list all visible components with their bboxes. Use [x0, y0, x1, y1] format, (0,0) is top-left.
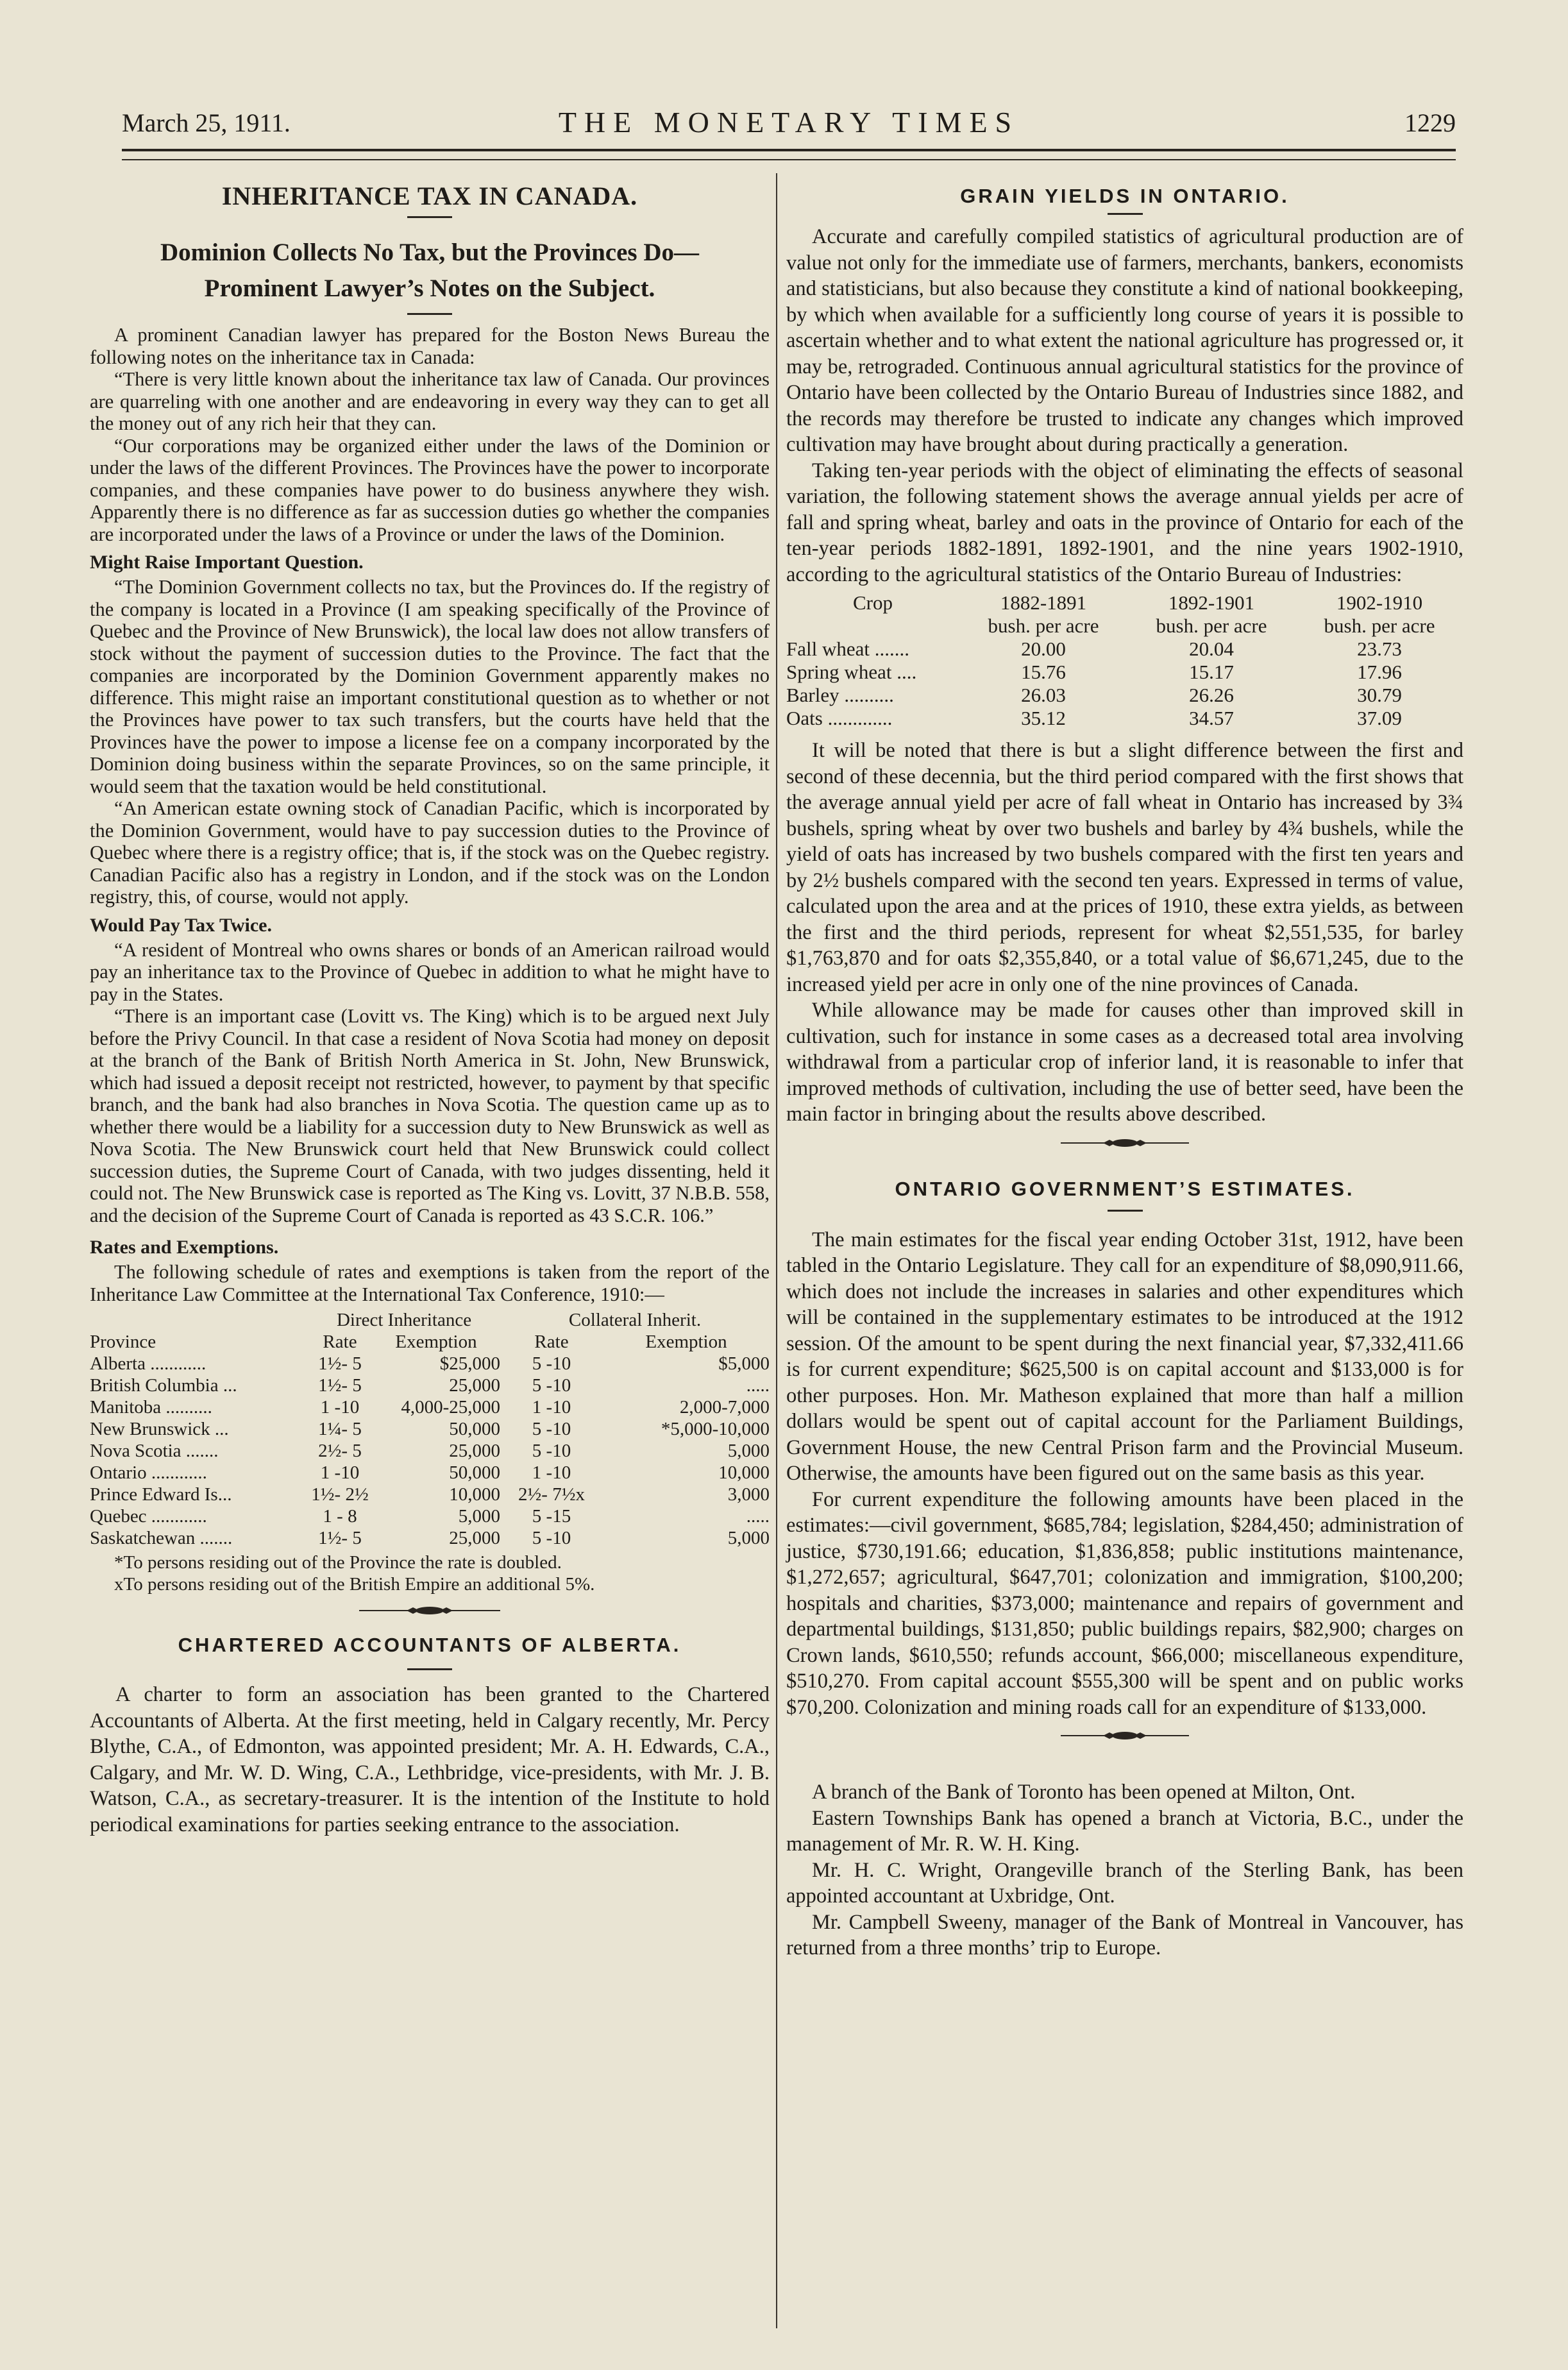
table-cell-crop: Spring wheat ....	[786, 661, 917, 683]
table-cell-rate2: 1 -10	[532, 1397, 571, 1418]
table-unit: bush. per acre	[988, 614, 1099, 637]
paragraph: For current expenditure the following amounts have been placed in the estimates:—civil government, $685,784; legislation, $284,450; administration of justice, $730,191.66; education, $1,836,858; public institutions maintenance, $1,272,657; agricultural, $647,701; colonization and immigration, $100,200; hospitals and charities, $373,000; maintenance and repairs of government and departmental buildings, $131,850; public buildings repairs, $82,900; charges on Crown lands, $610,550; refunds account, $66,000; miscellaneous expenditure, $510,270. From capital account $555,300 will be spent and on public works $70,200. Colonization and mining roads call for an expenditure of $133,000.	[786, 1487, 1463, 1719]
news-item: Mr. Campbell Sweeny, manager of the Bank of Montreal in Vancouver, has returned from a three months’ trip to Europe.	[786, 1910, 1463, 1959]
table-cell-yield: 20.00	[1021, 638, 1066, 660]
table-cell-yield: 23.73	[1357, 638, 1402, 660]
table-row	[90, 1527, 770, 1549]
table-cell-province: British Columbia ...	[90, 1375, 237, 1396]
news-item: A branch of the Bank of Toronto has been opened at Milton, Ont.	[812, 1781, 1356, 1804]
table-cell-exemption: 4,000-25,000	[401, 1397, 500, 1418]
article-title-inheritance: INHERITANCE TAX IN CANADA.	[221, 182, 638, 210]
title-rule	[407, 1668, 452, 1670]
subtitle-rule	[407, 313, 452, 315]
table-row	[90, 1462, 770, 1484]
table-cell-rate2: 5 -10	[532, 1375, 571, 1396]
table-cell-yield: 35.12	[1021, 707, 1066, 729]
paragraph: “Our corporations may be organized either under the laws of the Dominion or under the laws of the different Provinces. The Provinces have the power to incorporate companies, and these companies have power to do business anywhere they wish. Apparently there is no difference as far as succession duties go whether the companies are incorporated under the laws of a Province or under the laws of the Dominion.	[90, 434, 770, 545]
table-header: 1892-1901	[1168, 591, 1255, 614]
paragraph: “There is very little known about the inheritance tax law of Canada. Our provinces are quarreling with one another and are endeavoring in every way they can to get all the money out of any rich heir that they can.	[90, 368, 770, 434]
article-title-estimates: ONTARIO GOVERNMENT’S ESTIMATES.	[895, 1177, 1355, 1200]
article-subtitle-inheritance: Dominion Collects No Tax, but the Provinces Do—Prominent Lawyer’s Notes on the Subject.	[160, 239, 699, 302]
table-cell-rate: 1½- 5	[318, 1353, 362, 1374]
table-header: Crop	[853, 591, 893, 614]
table-cell-exemption2: $5,000	[718, 1353, 770, 1374]
title-rule	[1108, 213, 1143, 215]
grain-yields-table	[786, 591, 1463, 730]
table-row	[90, 1375, 770, 1396]
table-cell-province: Alberta ............	[90, 1353, 207, 1374]
table-cell-province: Saskatchewan .......	[90, 1528, 233, 1548]
table-cell-province: Manitoba ..........	[90, 1397, 212, 1418]
left-column	[90, 172, 770, 1838]
table-cell-exemption: 25,000	[449, 1441, 500, 1461]
table-cell-yield: 30.79	[1357, 684, 1402, 706]
table-cell-yield: 34.57	[1189, 707, 1234, 729]
publication-title: THE MONETARY TIMES	[558, 106, 1020, 139]
news-item: Mr. H. C. Wright, Orangeville branch of the Sterling Bank, has been appointed accountant at Uxbridge, Ont.	[786, 1858, 1463, 1908]
table-cell-rate: 2½- 5	[318, 1441, 362, 1461]
table-row	[90, 1353, 770, 1375]
rates-exemptions-table	[90, 1309, 770, 1549]
table-header: 1902-1910	[1336, 591, 1423, 614]
table-cell-exemption2: .....	[746, 1375, 770, 1396]
table-cell-exemption: 50,000	[449, 1462, 500, 1483]
article-title-grain: GRAIN YIELDS IN ONTARIO.	[960, 185, 1290, 207]
table-header: Rate	[323, 1332, 357, 1352]
section-ornament	[786, 1729, 1463, 1742]
table-cell-rate: 1¼- 5	[318, 1419, 362, 1439]
table-row	[90, 1484, 770, 1505]
table-header: 1882-1891	[1000, 591, 1087, 614]
table-row	[90, 1396, 770, 1418]
table-cell-exemption2: 5,000	[727, 1528, 770, 1548]
table-cell-rate: 1 -10	[320, 1397, 360, 1418]
table-row	[90, 1440, 770, 1462]
section-subhead: Would Pay Tax Twice.	[90, 914, 272, 936]
table-cell-exemption2: 10,000	[718, 1462, 770, 1483]
table-cell-exemption2: 5,000	[727, 1441, 770, 1461]
paragraph: “There is an important case (Lovitt vs. The King) which is to be argued next July before the Privy Council. In that case a resident of Nova Scotia had money on deposit at the branch of the Bank of British North America in St. John, New Brunswick, which had issued a deposit receipt not restricted, however, to payment by that specific branch, and the bank had also branches in Nova Scotia. The question came up as to whether there would be a liability for a succession duty to New Brunswick as well as Nova Scotia. The New Brunswick court held that New Brunswick could collect succession duties, the Supreme Court of Canada, with two judges dissenting, held it could not. The New Brunswick case is reported as The King vs. Lovitt, 37 N.B.B. 558, and the decision of the Supreme Court of Canada is reported as 43 S.C.R. 106.”	[90, 1005, 770, 1226]
table-row	[90, 1505, 770, 1527]
paragraph: A charter to form an association has been granted to the Chartered Accountants of Alberta. At the first meeting, held in Calgary recently, Mr. Percy Blythe, C.A., of Edmonton, was appointed president; Mr. A. H. Edwards, C.A., Calgary, and Mr. W. D. Wing, C.A., Lethbridge, vice-presidents, with Mr. J. B. Watson, C.A., as secretary-treasurer. It is the intention of the Institute to hold periodical examinations for parties seeking entrance to the association.	[90, 1683, 770, 1836]
table-header: Rate	[534, 1332, 569, 1352]
table-unit: bush. per acre	[1324, 614, 1435, 637]
paragraph: “An American estate owning stock of Canadian Pacific, which is incorporated by the Dominion Government, would have to pay succession duties to the Province of Quebec where there is a registry office; that is, if the stock was on the Quebec registry. Canadian Pacific also has a registry in London, and if the stock was on the London registry, this, of course, would not apply.	[90, 797, 770, 908]
table-cell-yield: 15.76	[1021, 661, 1066, 683]
table-cell-yield: 26.26	[1189, 684, 1234, 706]
table-cell-exemption2: 2,000-7,000	[679, 1397, 770, 1418]
section-ornament	[786, 1137, 1463, 1149]
table-cell-crop: Fall wheat .......	[786, 638, 909, 660]
table-cell-rate2: 2½- 7½x	[518, 1484, 585, 1505]
spacer	[786, 1754, 1463, 1779]
table-cell-exemption: 25,000	[449, 1375, 500, 1396]
table-cell-rate: 1½- 2½	[311, 1484, 369, 1505]
table-row	[786, 638, 1463, 661]
title-rule	[1108, 1210, 1143, 1212]
table-header: Exemption	[645, 1332, 727, 1352]
table-row	[786, 707, 1463, 730]
paragraph: While allowance may be made for causes other than improved skill in cultivation, such for instance in some cases as a decreased total area involving withdrawal from a particular crop of inferior land, it is reasonable to infer that improved methods of cultivation, including the use of better seed, have been the main factor in bringing about the results above described.	[786, 999, 1463, 1126]
page-header	[122, 108, 1456, 153]
table-row	[786, 684, 1463, 707]
paragraph: The main estimates for the fiscal year ending October 31st, 1912, have been tabled in the Ontario Legislature. They call for an expenditure of $8,090,911.66, which does not include the increases in salaries and other expenditures which will be contained in the supplementary estimates to be introduced at the 1912 session. Of the amount to be spent during the next financial year, $7,332,411.66 is for current expenditure; $625,500 is on capital account and $133,000 is for other purposes. Hon. Mr. Matheson explained that more than half a million dollars would be spent out of capital account for the Parliament Buildings, Government House, the new Central Prison farm and the Provincial Museum. Otherwise, the amounts have been figured out on the same basis as this year.	[786, 1228, 1463, 1485]
paragraph: “The Dominion Government collects no tax, but the Provinces do. If the registry of the company is located in a Province (I am speaking specifically of the Province of Quebec and the Province of New Brunswick), the local law does not allow transfers of stock without the payment of succession duties to the Province. The fact that the companies are incorporated by the Dominion Government apparently makes no difference. This might raise an important constitutional question as to whether or not the Provinces have power to tax such transfers, but the courts have held that the Provinces have the power to impose a license fee on a company incorporated by the Dominion doing business within the separate Provinces, so on the same principle, it would seem that the taxation would be held constitutional.	[90, 576, 770, 797]
table-cell-yield: 37.09	[1357, 707, 1402, 729]
table-cell-yield: 26.03	[1021, 684, 1066, 706]
table-cell-rate2: 5 -10	[532, 1419, 571, 1439]
table-cell-rate: 1½- 5	[318, 1375, 362, 1396]
table-group-header: Collateral Inherit.	[568, 1310, 702, 1330]
table-cell-crop: Oats .............	[786, 707, 893, 729]
table-cell-rate2: 1 -10	[532, 1462, 571, 1483]
table-cell-province: New Brunswick ...	[90, 1419, 229, 1439]
table-header: Exemption	[395, 1332, 477, 1352]
table-cell-rate2: 5 -10	[532, 1353, 571, 1374]
table-footnote: *To persons residing out of the Province the rate is doubled.	[114, 1552, 562, 1573]
table-group-header: Direct Inheritance	[336, 1310, 472, 1330]
title-rule	[407, 216, 452, 218]
table-footnote: xTo persons residing out of the British Empire an additional 5%.	[114, 1574, 595, 1595]
table-cell-rate2: 5 -10	[532, 1528, 571, 1548]
table-cell-province: Ontario ............	[90, 1462, 207, 1483]
section-subhead: Might Raise Important Question.	[90, 552, 364, 573]
table-unit: bush. per acre	[1156, 614, 1267, 637]
table-row	[90, 1418, 770, 1440]
table-cell-exemption: 10,000	[449, 1484, 500, 1505]
table-header: Province	[90, 1332, 156, 1352]
table-cell-exemption2: 3,000	[727, 1484, 770, 1505]
article-title-chartered: CHARTERED ACCOUNTANTS OF ALBERTA.	[178, 1634, 682, 1656]
table-cell-exemption: 50,000	[449, 1419, 500, 1439]
table-cell-crop: Barley ..........	[786, 684, 894, 706]
section-ornament	[90, 1604, 770, 1617]
paragraph: “A resident of Montreal who owns shares or bonds of an American railroad would pay an inheritance tax to the Province of Quebec in addition to what he might have to pay in the States.	[90, 938, 770, 1005]
table-cell-rate: 1½- 5	[318, 1528, 362, 1548]
table-cell-province: Quebec ............	[90, 1506, 207, 1527]
section-subhead: Rates and Exemptions.	[90, 1237, 279, 1258]
paragraph: It will be noted that there is but a slight difference between the first and second of these decennia, but the third period compared with the first shows that the average annual yield per acre of fall wheat in Ontario has increased by 3¾ bushels, spring wheat by over two bushels and barley by 4¾ bushels, while the yield of oats has increased by two bushels compared with the first ten years and by 2½ bushels compared with the second ten years. Expressed in terms of value, calculated upon the area and at the prices of 1910, these extra yields, as between the first and the third periods, represent for wheat $2,551,535, for barley $1,763,870 and for oats $2,355,840, or a total value of $6,671,245, due to the increased yield per acre in only one of the nine provinces of Canada.	[786, 739, 1463, 996]
header-rule	[122, 149, 1456, 160]
page-number: 1229	[1404, 108, 1456, 137]
table-cell-yield: 20.04	[1189, 638, 1234, 660]
table-cell-exemption2: *5,000-10,000	[661, 1419, 770, 1439]
news-item: Eastern Townships Bank has opened a branch at Victoria, B.C., under the management of Mr. R. W. H. King.	[786, 1806, 1463, 1856]
table-cell-exemption: $25,000	[439, 1353, 500, 1374]
paragraph: A prominent Canadian lawyer has prepared for the Boston News Bureau the following notes on the inheritance tax in Canada:	[90, 324, 770, 368]
table-cell-rate2: 5 -15	[532, 1506, 571, 1527]
right-column	[786, 172, 1463, 1961]
table-row	[786, 661, 1463, 684]
paragraph: Taking ten-year periods with the object of eliminating the effects of seasonal variation, the following statement shows the average annual yields per acre of fall and spring wheat, barley and oats in the province of Ontario for each of the ten-year periods 1882-1891, 1892-1901, and the nine years 1902-1910, according to the agricultural statistics of the Ontario Bureau of Industries:	[786, 459, 1463, 586]
table-cell-yield: 15.17	[1189, 661, 1234, 683]
paragraph: The following schedule of rates and exemptions is taken from the report of the Inheritance Law Committee at the International Tax Conference, 1910:—	[90, 1261, 770, 1305]
table-cell-rate: 1 -10	[320, 1462, 360, 1483]
column-divider	[776, 173, 777, 2328]
paragraph: Accurate and carefully compiled statistics of agricultural production are of value not only for the immediate use of farmers, merchants, bankers, economists and statisticians, but also because they constitute a kind of national bookkeeping, by which when available for a sufficiently long course of years it is possible to ascertain whether and to what extent the national agriculture has progressed or, it may be, retrograded. Continuous annual agricultural statistics for the province of Ontario have been collected by the Ontario Bureau of Industries since 1882, and the records may therefore be trusted to indicate any changes which improved cultivation may have brought about during practically a generation.	[786, 225, 1463, 456]
issue-date: March 25, 1911.	[122, 108, 291, 137]
table-cell-exemption: 5,000	[458, 1506, 500, 1527]
table-cell-rate2: 5 -10	[532, 1441, 571, 1461]
table-cell-province: Prince Edward Is...	[90, 1484, 232, 1505]
table-cell-province: Nova Scotia .......	[90, 1441, 219, 1461]
table-cell-rate: 1 - 8	[323, 1506, 357, 1527]
table-cell-yield: 17.96	[1357, 661, 1402, 683]
table-cell-exemption2: .....	[746, 1506, 770, 1527]
table-cell-exemption: 25,000	[449, 1528, 500, 1548]
